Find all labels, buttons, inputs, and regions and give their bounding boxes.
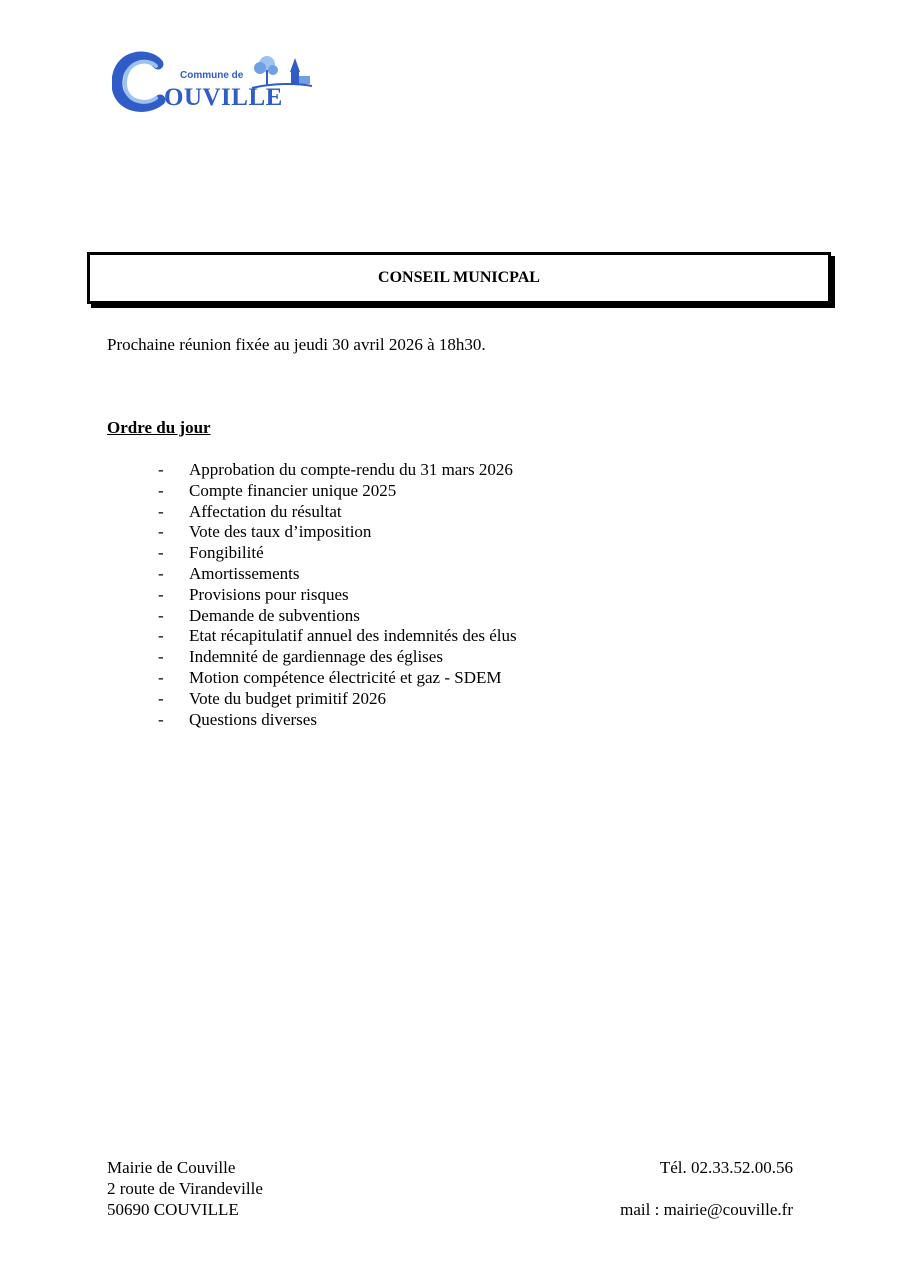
next-meeting-text: Prochaine réunion fixée au jeudi 30 avril 2026 à 18h30. xyxy=(107,335,486,354)
agenda-item-text: Approbation du compte-rendu du 31 mars 2026 xyxy=(189,460,513,479)
logo-commune-text: Commune de xyxy=(180,70,244,81)
bullet-dash: - xyxy=(158,667,164,687)
footer-mail[interactable]: mail : mairie@couville.fr xyxy=(620,1200,793,1219)
agenda-item xyxy=(158,647,517,668)
bullet-dash: - xyxy=(158,563,164,583)
agenda-item-text: Affectation du résultat xyxy=(189,501,342,521)
agenda-item-text: Fongibilité xyxy=(189,543,264,563)
agenda-heading: Ordre du jour xyxy=(107,418,211,437)
agenda-item xyxy=(158,543,517,564)
bullet-dash: - xyxy=(158,688,164,708)
bullet-dash: - xyxy=(158,501,164,521)
bullet-dash: - xyxy=(158,460,164,479)
bullet-dash: - xyxy=(158,605,164,625)
agenda-item xyxy=(158,606,517,627)
agenda-item xyxy=(158,460,517,481)
agenda-item-text: Questions diverses xyxy=(189,709,317,729)
agenda-item xyxy=(158,626,517,647)
logo-town-name: OUVILLE xyxy=(164,84,283,111)
bullet-dash: - xyxy=(158,626,164,646)
agenda-item-text: Etat récapitulatif annuel des indemnités des élus xyxy=(189,626,517,646)
page-title: CONSEIL MUNICPAL xyxy=(378,269,540,286)
bullet-dash: - xyxy=(158,647,164,667)
agenda-item-text: Vote du budget primitif 2026 xyxy=(189,688,387,708)
agenda-item xyxy=(158,710,517,731)
bullet-dash: - xyxy=(158,522,164,542)
footer-phone: Tél. 02.33.52.00.56 xyxy=(659,1158,793,1177)
bullet-dash: - xyxy=(158,480,164,500)
agenda-item-text: Provisions pour risques xyxy=(189,584,349,604)
bullet-dash: - xyxy=(158,584,164,604)
agenda-item xyxy=(158,689,517,710)
footer-contact xyxy=(620,1157,793,1220)
footer-street: 2 route de Virandeville xyxy=(107,1179,263,1198)
agenda-item-text: Demande de subventions xyxy=(189,605,360,625)
commune-logo xyxy=(112,50,317,114)
footer-city: 50690 COUVILLE xyxy=(107,1200,239,1219)
agenda-item-text: Indemnité de gardiennage des églises xyxy=(189,647,443,667)
agenda-item xyxy=(158,522,517,543)
agenda-item xyxy=(158,502,517,523)
agenda-item-text: Compte financier unique 2025 xyxy=(189,480,397,500)
bullet-dash: - xyxy=(158,709,164,729)
bullet-dash: - xyxy=(158,543,164,563)
agenda-item xyxy=(158,564,517,585)
agenda-item-text: Vote des taux d’imposition xyxy=(189,522,372,542)
title-box xyxy=(87,252,831,304)
agenda-item xyxy=(158,668,517,689)
agenda-item xyxy=(158,481,517,502)
agenda-list xyxy=(158,460,517,730)
footer-address xyxy=(107,1157,263,1220)
agenda-item-text: Amortissements xyxy=(189,563,300,583)
footer-mairie-name: Mairie de Couville xyxy=(107,1158,236,1177)
agenda-item-text: Motion compétence électricité et gaz - SDEM xyxy=(189,667,502,687)
agenda-item xyxy=(158,585,517,606)
